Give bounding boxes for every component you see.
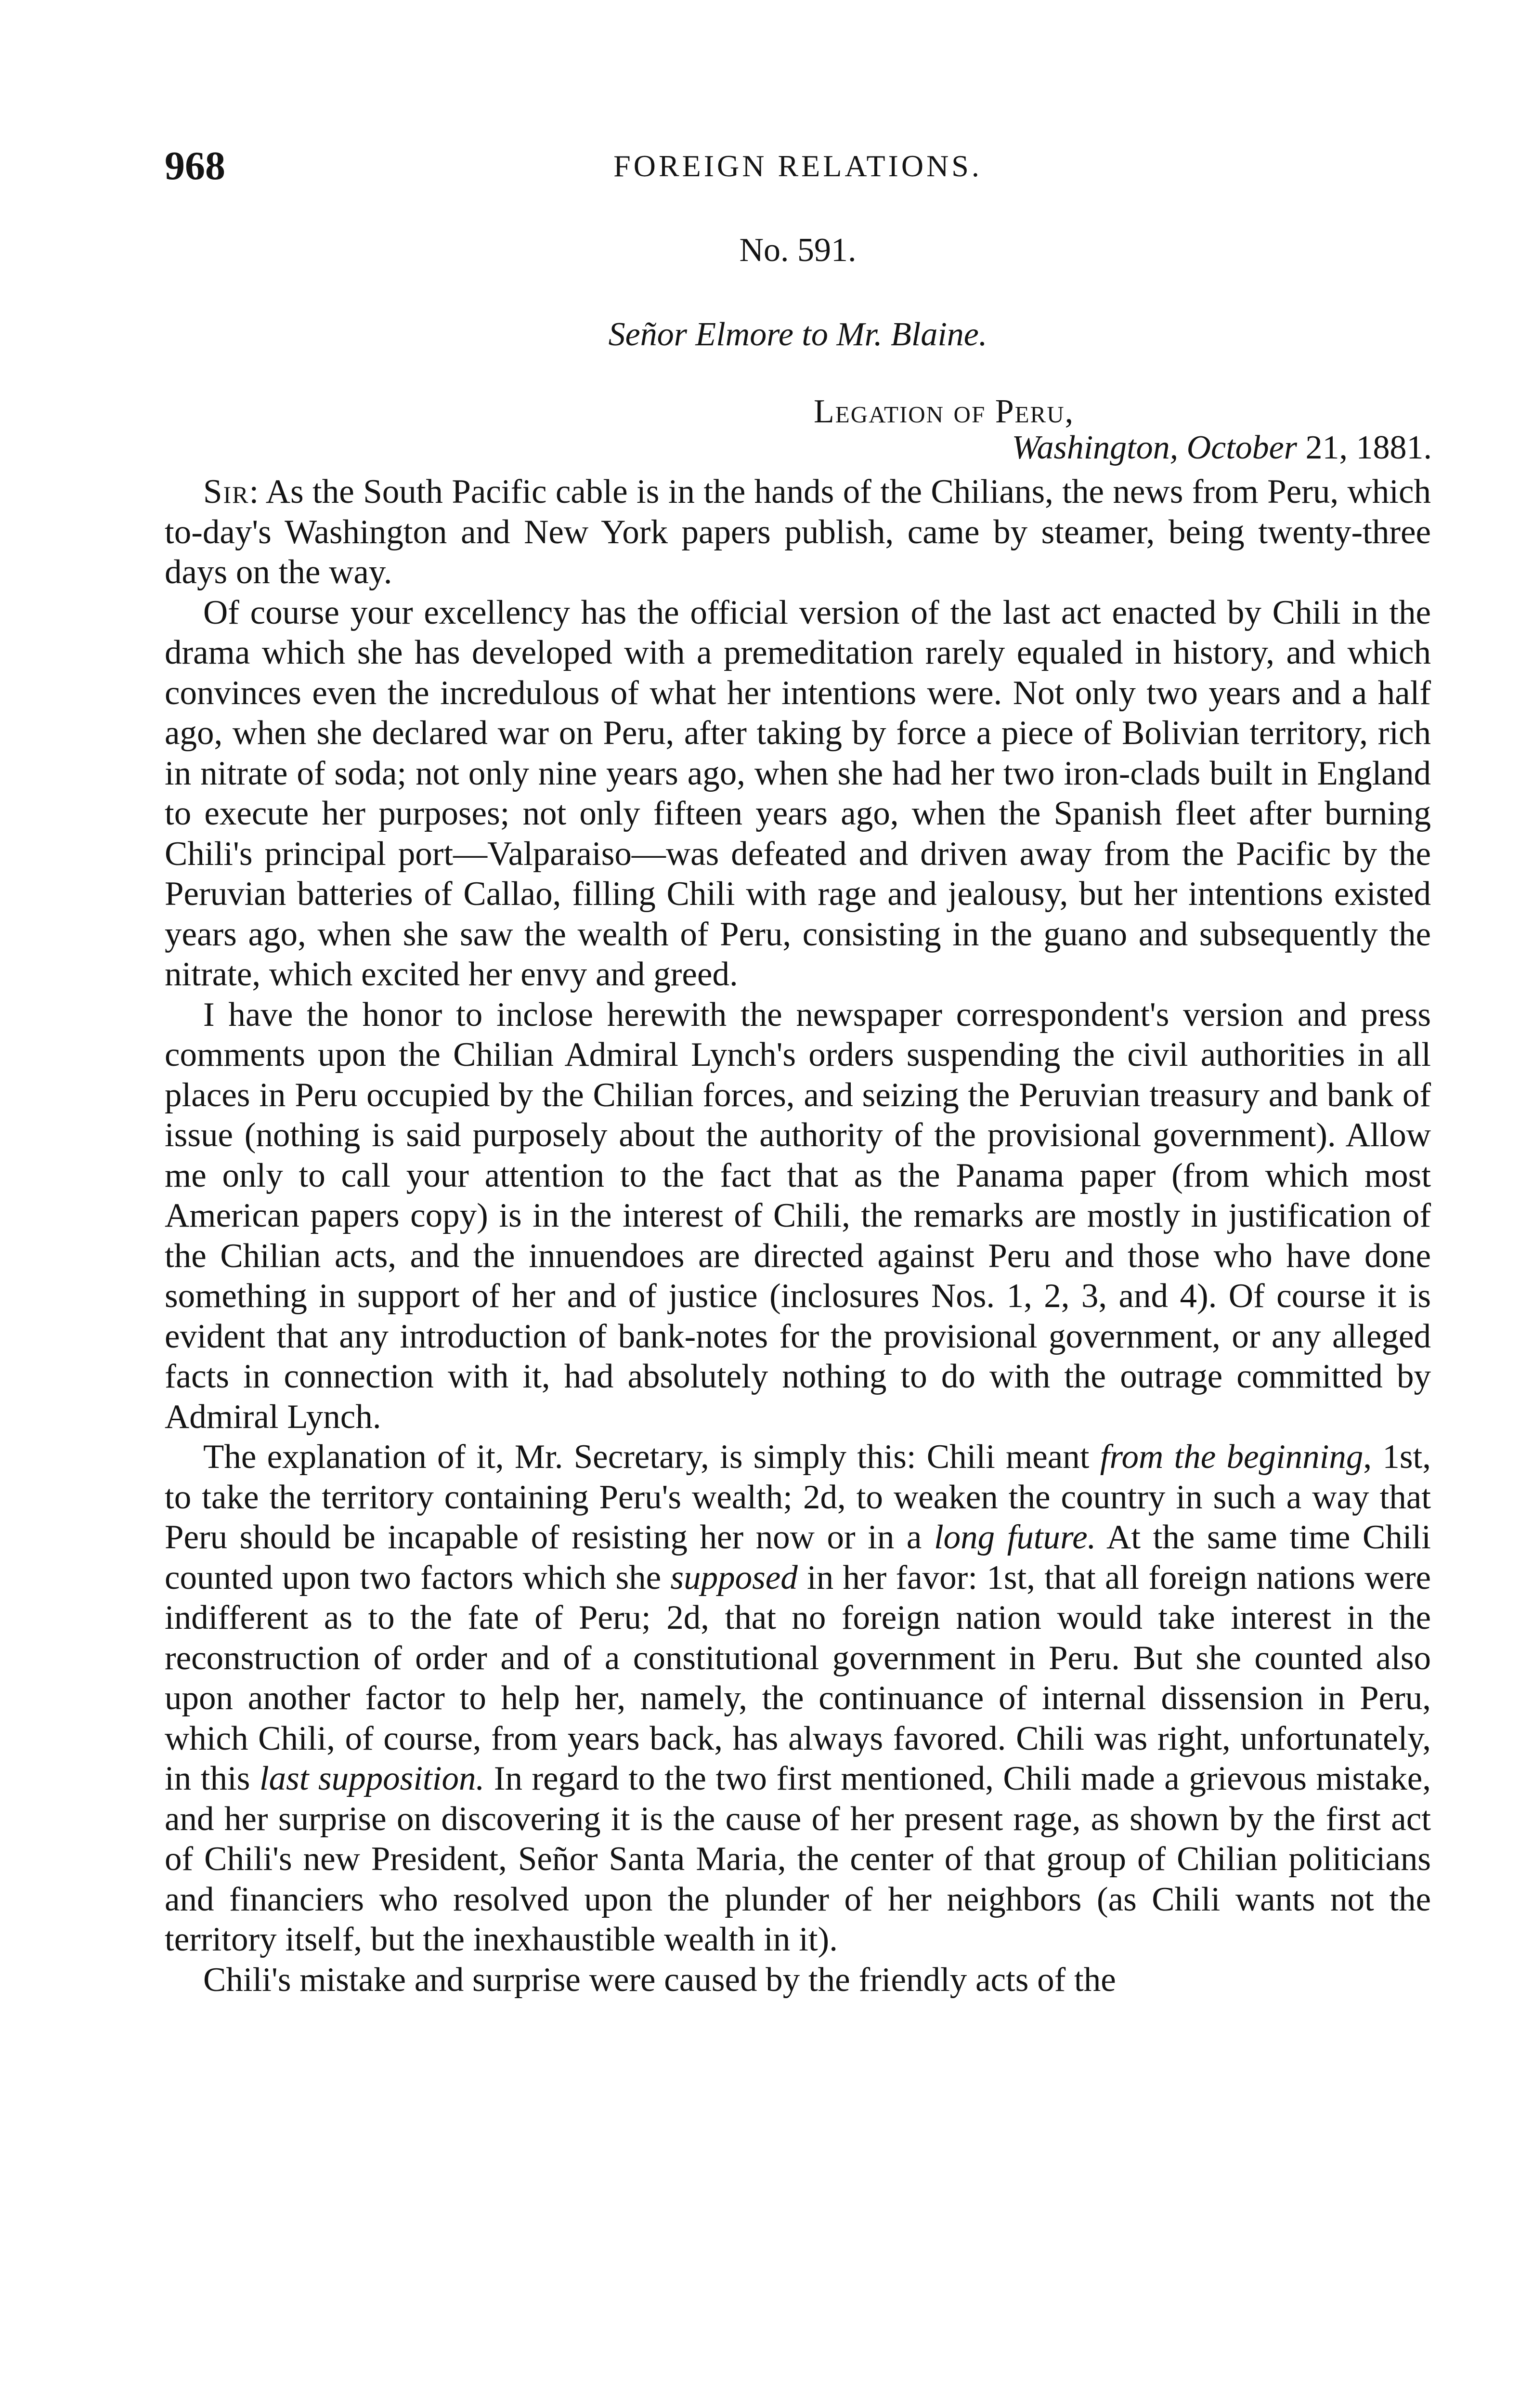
paragraph-4-emphasis-2: long future. <box>934 1518 1096 1556</box>
paragraph-1 <box>165 472 1431 593</box>
paragraph-4-part-a: The explanation of it, Mr. Secretary, is simply this: Chili meant <box>203 1438 1100 1476</box>
dateline-day-year: 21, 1881. <box>1297 429 1432 466</box>
paragraph-4-part-d: in her favor: 1st, that all foreign nations were indifferent as to the fate of Peru; 2d, that no foreign nation would take interest in the reconstruction of order and of a constitutional government in Peru. But she counted also upon another factor to help her, namely, the continuance of internal dissension in Peru, which Chili, of course, from years back, has always favored. Chili was right, unfortunately, in this <box>165 1558 1431 1797</box>
paragraph-4-part-e: In regard to the two first mentioned, Chili made a grievous mistake, and her surprise on discovering it is the cause of her present rage, as shown by the first act of Chili's new President, Señor Santa Maria, the center of that group of Chilian politicians and financiers who resolved upon the plunder of her neighbors (as Chili wants not the territory itself, but the inexhaustible wealth in it). <box>165 1760 1431 1958</box>
paragraph-4 <box>165 1437 1431 1960</box>
page-number: 968 <box>165 144 225 188</box>
page-header <box>165 140 1431 193</box>
legation-line: Legation of Peru, <box>814 393 1075 430</box>
paragraph-4-emphasis-1: from the beginning <box>1100 1438 1364 1476</box>
dateline-month: October <box>1186 429 1297 466</box>
paragraph-5: Chili's mistake and surprise were caused by the friendly acts of the <box>203 1961 1116 1999</box>
paragraph-2: Of course your excellency has the official version of the last act enacted by Chili in the drama which she has developed with a premeditation rarely equaled in history, and which convinces even the incredulous of what her intentions were. Not only two years and a half ago, when she declared war on Peru, after taking by force a piece of Bolivian territory, rich in nitrate of soda; not only nine years ago, when she had her two iron-clads built in England to execute her purposes; not only fifteen years ago, when the Spanish fleet after burning Chili's principal port—Valparaiso—was defeated and driven away from the Pacific by the Peruvian batteries of Callao, filling Chili with rage and jealousy, but her intentions existed years ago, when she saw the wealth of Peru, consisting in the guano and subsequently the nitrate, which excited her envy and greed. <box>165 593 1431 993</box>
running-head: FOREIGN RELATIONS. <box>613 149 982 183</box>
paragraph-4-emphasis-3: supposed <box>670 1558 798 1597</box>
paragraph-4-part-c: At the same time Chili counted upon two factors which she <box>165 1518 1431 1597</box>
dateline-place: Washington, <box>1012 429 1179 466</box>
paragraph-4-emphasis-4: last supposition. <box>259 1760 485 1797</box>
dateline <box>1012 426 1432 470</box>
document-number: No. 591. <box>739 232 857 269</box>
paragraph-1-text: : As the South Pacific cable is in the hands of the Chilians, the news from Peru, which to-day's Washington and New York papers publish, came by steamer, being twenty-three days on the way. <box>165 473 1431 591</box>
letter-body-upper <box>165 472 1431 2000</box>
document-title: Señor Elmore to Mr. Blaine. <box>608 316 987 353</box>
paragraph-4-part-b: , 1st, to take the territory containing Peru's wealth; 2d, to weaken the country in such a way that Peru should be incapable of resisting her now or in a <box>165 1438 1431 1556</box>
salutation: Sir <box>203 473 249 510</box>
paragraph-3: I have the honor to inclose herewith the newspaper correspondent's version and press comments upon the Chilian Admiral Lynch's orders suspending the civil authorities in all places in Peru occupied by the Chilian forces, and seizing the Peruvian treasury and bank of issue (nothing is said purposely about the authority of the provisional government). Allow me only to call your attention to the fact that as the Panama paper (from which most American papers copy) is in the interest of Chili, the remarks are mostly in justification of the Chilian acts, and the innuendoes are directed against Peru and those who have done something in support of her and of justice (inclosures Nos. 1, 2, 3, and 4). Of course it is evident that any introduction of bank-notes for the provisional government, or any alleged facts in connection with it, had absolutely nothing to do with the outrage committed by Admiral Lynch. <box>165 995 1431 1436</box>
